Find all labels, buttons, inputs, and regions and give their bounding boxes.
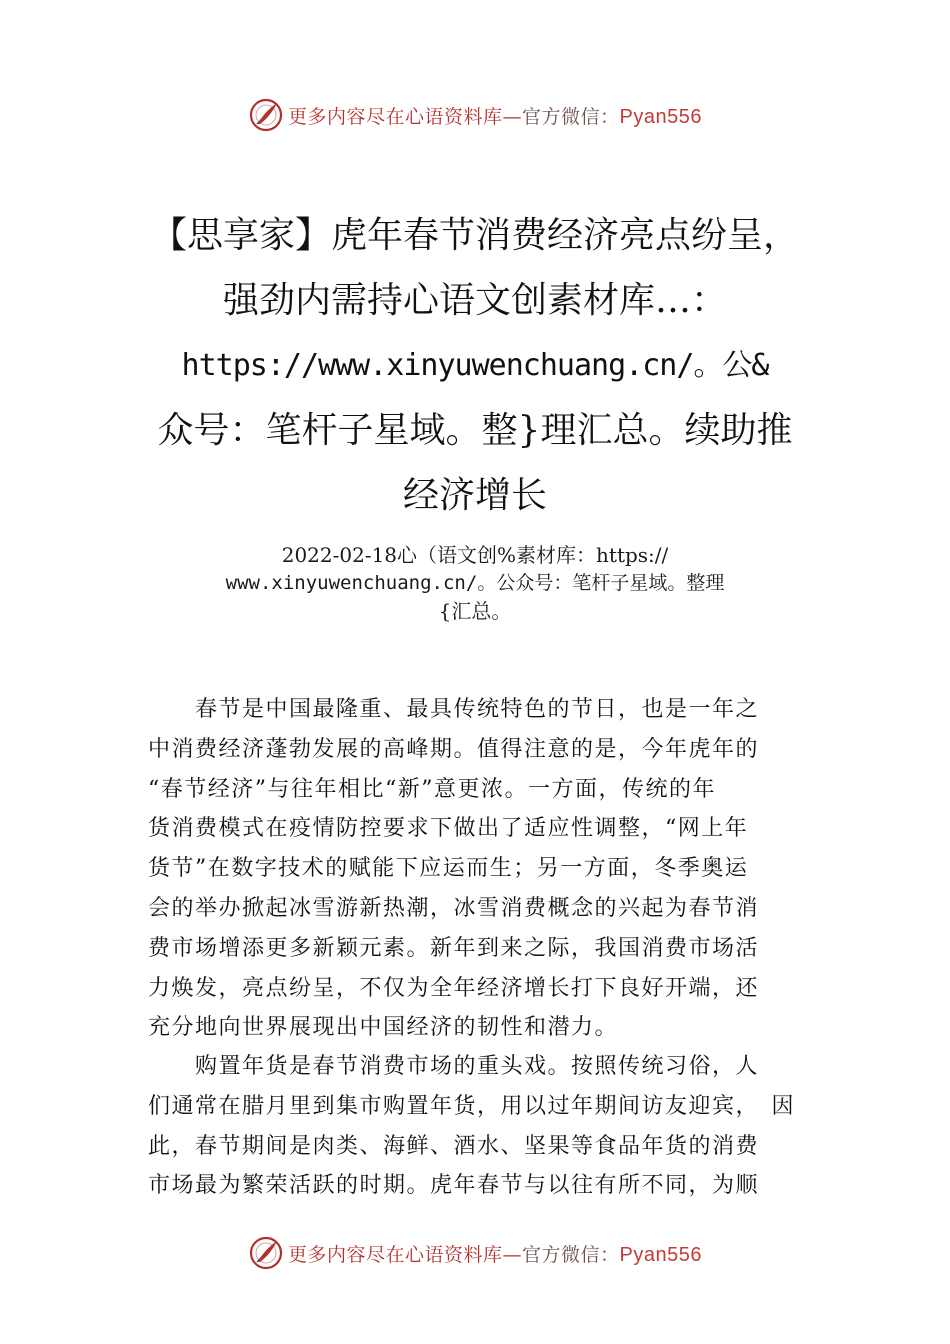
brand-wechat-label: 官方微信： xyxy=(522,105,620,128)
p1-line: 春节是中国最隆重、最具传统特色的节日，也是一年之 xyxy=(148,697,760,722)
title-line-4: 众号：笔杆子星域。整}理汇总。续助推 xyxy=(157,410,793,451)
p1-line: “春节经济”与往年相比“新”意更浓。一方面，传统的年 xyxy=(148,776,716,802)
p1-line: 货消费模式在疫情防控要求下做出了适应性调整，“网上年 xyxy=(148,816,749,842)
meta-line-3: {汇总。 xyxy=(438,599,512,623)
p1-line: 费市场增添更多新颖元素。新年到来之际，我国消费市场活 xyxy=(148,935,760,961)
paragraph-1 xyxy=(148,690,818,1048)
meta-line-2: www.xinyuwenchuang.cn/。公众号：笔杆子星域。整理 xyxy=(225,572,725,594)
article-title xyxy=(140,203,810,528)
brand-main-text: 更多内容尽在心语资料库 xyxy=(288,105,503,128)
brand-dash: — xyxy=(502,1243,523,1266)
p2-line: 购置年货是春节消费市场的重头戏。按照传统习俗，人 xyxy=(148,1054,760,1079)
brand-main-text: 更多内容尽在心语资料库 xyxy=(288,1243,503,1266)
quill-logo-icon xyxy=(248,97,284,133)
quill-logo-icon xyxy=(248,1235,284,1271)
article-meta xyxy=(150,541,800,625)
p1-line: 会的举办掀起冰雪游新热潮，冰雪消费概念的兴起为春节消 xyxy=(148,895,760,921)
p2-line: 市场最为繁荣活跃的时期。虎年春节与以往有所不同，为顺 xyxy=(148,1173,760,1199)
brand-wechat-label: 官方微信： xyxy=(522,1243,620,1266)
title-line-5: 经济增长 xyxy=(402,475,547,516)
brand-text xyxy=(288,1240,702,1267)
p1-line: 中消费经济蓬勃发展的高峰期。值得注意的是，今年虎年的 xyxy=(148,736,760,762)
footer-banner xyxy=(0,1233,950,1273)
title-line-1: 【思享家】虎年春节消费经济亮点纷呈， xyxy=(150,215,799,256)
brand-text xyxy=(288,102,702,129)
p2-line: 此，春节期间是肉类、海鲜、酒水、坚果等食品年货的消费 xyxy=(148,1133,760,1159)
header-banner xyxy=(0,95,950,135)
title-line-3: https://www.xinyuwenchuang.cn/。公& xyxy=(181,348,769,383)
p1-line: 充分地向世界展现出中国经济的韧性和潜力。 xyxy=(148,1015,619,1041)
p1-line: 力焕发，亮点纷呈，不仅为全年经济增长打下良好开端，还 xyxy=(148,975,760,1001)
p1-line: 货节”在数字技术的赋能下应运而生；另一方面，冬季奥运 xyxy=(148,856,749,882)
title-line-2: 强劲内需持心语文创素材库…： xyxy=(222,280,727,321)
p2-line: 们通常在腊月里到集市购置年货，用以过年期间访友迎宾， 因 xyxy=(148,1093,796,1119)
brand-wechat-id: Pyan556 xyxy=(619,1243,702,1266)
meta-line-1: 2022-02-18心（语文创%素材库：https:// xyxy=(281,543,669,567)
brand-dash: — xyxy=(502,105,523,128)
paragraph-2 xyxy=(148,1047,818,1206)
brand-wechat-id: Pyan556 xyxy=(619,105,702,128)
